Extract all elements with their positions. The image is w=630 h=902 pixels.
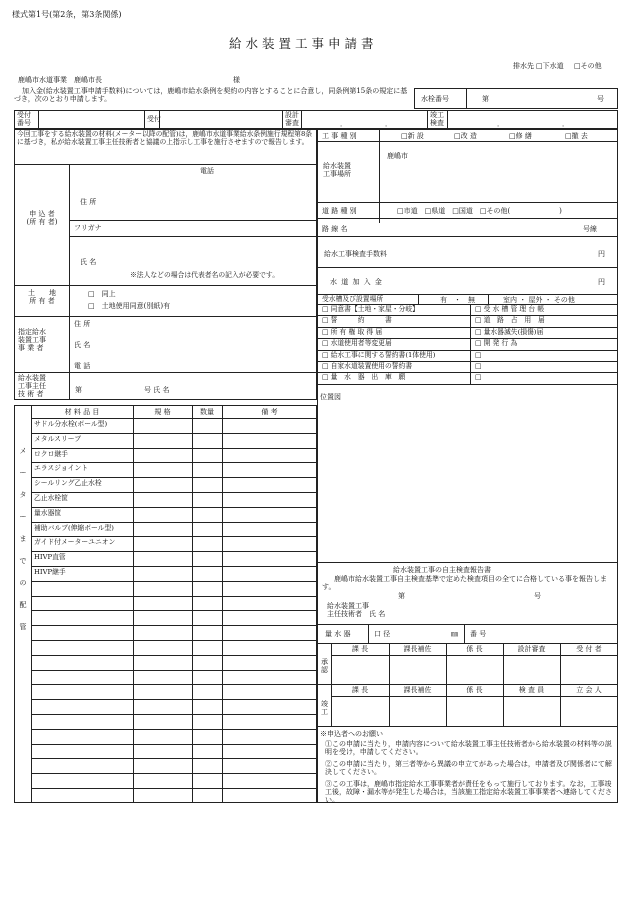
- materials-row-item[interactable]: 乙止水栓筐: [34, 494, 68, 502]
- doc-checkbox-left[interactable]: □ 同意書【土地・家屋・分岐】: [322, 305, 419, 313]
- contractor-address-label: 住 所: [74, 320, 91, 328]
- materials-row-item[interactable]: 補助バルブ(伸縮ボール型): [34, 523, 114, 532]
- location-map-area[interactable]: [318, 400, 617, 562]
- form-title: 給水装置工事申請書: [229, 36, 378, 51]
- materials-row-divider: [31, 610, 317, 611]
- meter-bore-label: 口 径: [374, 630, 391, 638]
- applicant-label: 申 込 者 (所 有 者): [26, 210, 58, 227]
- materials-row-divider: [31, 714, 317, 715]
- materials-row-item[interactable]: シールリング乙止水栓: [34, 479, 102, 488]
- doc-checkbox-right[interactable]: □: [475, 362, 482, 370]
- furigana-label: フリガナ: [74, 224, 102, 232]
- materials-header-spec: 規 格: [154, 408, 171, 416]
- note-1: ①この申請に当たり，申請内容について給水装置工事主任技術者から給水装置の材料等の説明を受け，申請してください。: [325, 740, 612, 757]
- completion-side-label: 竣 工: [321, 700, 328, 717]
- doc-checkbox-right[interactable]: □ 受 水 槽 管 理 台 帳: [475, 305, 545, 313]
- delegation-text: 今回工事をする給水装置の材料(メーター以降の配管)は，鹿嶋市水道事業給水条例施行規程第8条に基づき，私が給水装置工事主任技術者と協議の上指示し工事を施行させますので報告します。: [17, 130, 313, 146]
- materials-row-item[interactable]: メタルスリーブ: [34, 434, 82, 443]
- materials-row-divider: [31, 418, 317, 419]
- approval-header: 係 長: [466, 645, 483, 653]
- location-map-label: 位置図: [320, 393, 341, 401]
- doc-checkbox-right[interactable]: □ 量水器滅失(損傷)届: [475, 327, 544, 336]
- materials-row-divider: [31, 773, 317, 774]
- reception-row: [14, 110, 618, 129]
- fee-label: 給水工事検査手数料: [324, 250, 387, 258]
- design-review-label: 設計 審査: [285, 111, 299, 128]
- tap-number-label: 水栓番号: [421, 95, 449, 103]
- materials-row-divider: [31, 670, 317, 671]
- doc-checkbox-left[interactable]: □ 誓 約 書: [322, 316, 392, 325]
- materials-row-item[interactable]: 量水器筐: [34, 508, 62, 517]
- notes-title: ※申込者へのお願い: [320, 730, 383, 738]
- materials-row-divider: [31, 729, 317, 730]
- route-label: 路 線 名: [322, 225, 348, 233]
- materials-header-item: 材 料 品 目: [64, 408, 100, 416]
- materials-side-label: メ ー タ ー ま で の 配 管: [19, 447, 27, 631]
- site-label: 給水装置 工事場所: [323, 162, 351, 179]
- materials-row-divider: [31, 433, 317, 434]
- materials-row-item[interactable]: エラスジョイント: [34, 464, 89, 473]
- form-id: 様式第1号(第2条，第3条関係): [12, 10, 122, 19]
- materials-row-divider: [31, 699, 317, 700]
- doc-checkbox-right[interactable]: □: [475, 350, 482, 359]
- doc-checkbox-right[interactable]: □ 開 発 行 為: [475, 339, 518, 348]
- completion-header: 検 査 員: [518, 686, 545, 694]
- materials-header-note: 備 考: [261, 408, 278, 416]
- materials-row-divider: [31, 684, 317, 685]
- site-value[interactable]: 鹿嶋市: [387, 152, 408, 160]
- materials-row-divider: [31, 640, 317, 641]
- land-owner-label: 土 地 所 有 者: [28, 289, 56, 306]
- left-upper-block: [14, 129, 317, 400]
- materials-row-divider: [31, 744, 317, 745]
- materials-row-divider: [31, 581, 317, 582]
- work-type-remove-checkbox[interactable]: □撤 去: [565, 132, 588, 140]
- tap-number-prefix: 第: [482, 95, 489, 103]
- work-type-new-checkbox[interactable]: □新 設: [401, 132, 424, 140]
- completion-dot-2: ．: [562, 120, 569, 128]
- materials-row-item[interactable]: HIVP継手: [34, 568, 66, 576]
- fee-unit: 円: [598, 250, 605, 258]
- materials-row-item[interactable]: ガイド付メーターユニオン: [34, 538, 116, 547]
- approval-header: 課長補佐: [403, 645, 432, 653]
- contractor-label: 指定給水 装置工事 事 業 者: [18, 328, 46, 353]
- chief-no-prefix: 第: [75, 386, 82, 394]
- work-type-label: 工 事 種 別: [322, 132, 357, 140]
- materials-row-divider: [31, 462, 317, 463]
- contractor-phone-label: 電 話: [74, 362, 91, 370]
- note-2: ②この申請に当たり，第三者等から異議の申立てがあった場合は，申請者及び関係者にて解決してください。: [325, 760, 612, 777]
- honorific: 様: [233, 76, 240, 84]
- materials-header-qty: 数量: [200, 408, 214, 416]
- received-no-label: 受付 番号: [17, 111, 31, 128]
- materials-row-divider: [31, 625, 317, 626]
- drainage-sewer-checkbox[interactable]: □下水道: [536, 62, 564, 70]
- design-review-dot-1: ．: [340, 120, 347, 128]
- completion-dot-1: ．: [497, 120, 504, 128]
- road-type-label: 道 路 種 別: [322, 207, 357, 215]
- completion-header: 課 長: [351, 686, 369, 694]
- self-check-no-suffix: 号: [534, 592, 541, 600]
- materials-row-item[interactable]: ロクロ継手: [34, 449, 68, 458]
- materials-row-divider: [31, 758, 317, 759]
- doc-checkbox-left[interactable]: □ 給水工事に関する誓約書(1体使用): [322, 350, 436, 359]
- completion-header: 課長補佐: [403, 686, 432, 694]
- materials-row-divider: [31, 507, 317, 508]
- doc-checkbox-left[interactable]: □ 所 有 権 取 得 届: [322, 327, 383, 336]
- doc-checkbox-left[interactable]: □ 量 水 器 出 庫 願: [322, 373, 406, 382]
- tank-label: 受水槽及び設置場所: [322, 295, 384, 303]
- route-suffix: 号線: [583, 225, 597, 233]
- doc-checkbox-right[interactable]: □ 道 路 占 用 届: [475, 316, 545, 325]
- land-same-checkbox[interactable]: □ 同上: [88, 290, 116, 298]
- design-review-dot-2: ．: [385, 120, 392, 128]
- work-type-modify-checkbox[interactable]: □改 造: [454, 132, 477, 140]
- doc-checkbox-right[interactable]: □: [475, 373, 482, 382]
- materials-row-divider: [31, 788, 317, 789]
- self-check-title: 給水装置工事の自主検査報告書: [393, 566, 491, 574]
- materials-row-divider: [31, 551, 317, 552]
- doc-checkbox-left[interactable]: □ 水道使用者等変更届: [322, 339, 392, 348]
- land-consent-checkbox[interactable]: □ 土地使用同意(別紙)有: [88, 302, 171, 310]
- contractor-name-label: 氏 名: [74, 341, 91, 349]
- join-fee-unit: 円: [598, 278, 605, 286]
- applicant-phone-label: 電話: [200, 167, 214, 175]
- tank-place-options[interactable]: 室内 ・ 屋外 ・ その他: [503, 296, 575, 304]
- approval-header: 受 付 者: [576, 645, 602, 653]
- materials-row-item[interactable]: サドル分水栓(ボール型): [34, 420, 108, 428]
- tank-options[interactable]: 有 ・ 無: [440, 296, 475, 304]
- materials-row-divider: [31, 596, 317, 597]
- self-check-no-prefix: 第: [398, 592, 405, 600]
- corporate-note: ※法人などの場合は代表者名の記入が必要です。: [130, 271, 279, 279]
- meter-number-label: 番 号: [470, 630, 487, 638]
- work-type-repair-checkbox[interactable]: □修 繕: [509, 132, 532, 140]
- completion-header: 係 長: [466, 686, 483, 694]
- chief-no-suffix: 号 氏 名: [144, 386, 170, 394]
- materials-row-divider: [31, 492, 317, 493]
- materials-row-item[interactable]: HIVP直管: [34, 553, 66, 562]
- note-3: ③この工事は，鹿嶋市指定給水工事事業者が責任をもって施行しております。なお，工事竣工後，故障・漏水等が発生した場合は，当該施工指定給水装置工事事業者へ連絡してください。: [325, 780, 612, 805]
- materials-row-divider: [31, 448, 317, 449]
- approval-header: 設計審査: [517, 645, 546, 653]
- received-label: 受付: [147, 115, 161, 123]
- meter-mm-unit: ㎜: [451, 630, 458, 638]
- applicant-address-label: 住 所: [80, 198, 97, 206]
- doc-checkbox-left[interactable]: □ 自家水道装置使用の誓約書: [322, 362, 413, 370]
- materials-row-divider: [31, 522, 317, 523]
- materials-row-divider: [31, 566, 317, 567]
- applicant-name-label: 氏 名: [80, 258, 97, 266]
- completion-label: 竣工 検査: [430, 111, 444, 128]
- self-check-chief: 給水装置工事 主任技術者 氏 名: [327, 602, 386, 619]
- drainage-other-checkbox[interactable]: □その他: [574, 62, 602, 70]
- materials-row-divider: [31, 655, 317, 656]
- intro-text: 加入金(給水装置工事申請手数料)については，鹿嶋市給水条例を契約の内容とすることに合意し，同条例第15条の規定に基づき，次のとおり申請します。: [14, 87, 408, 104]
- join-fee-label: 水 道 加 入 金: [330, 278, 383, 286]
- approval-header: 課 長: [351, 645, 369, 653]
- addressee: 鹿嶋市水道事業 鹿嶋市長: [18, 76, 102, 84]
- completion-header: 立 会 人: [576, 686, 602, 694]
- meter-label: 量 水 器: [325, 630, 351, 638]
- drainage-label: 排水先: [513, 62, 534, 70]
- road-type-options[interactable]: □市道 □県道 □国道 □その他( ): [397, 207, 562, 215]
- approval-side-label: 承 認: [321, 658, 328, 675]
- tap-number-suffix: 号: [597, 95, 604, 103]
- chief-engineer-label: 給水装置 工事主任 技 術 者: [18, 374, 46, 399]
- self-check-text: 鹿嶋市給水装置工事自主検査基準で定めた検査項目の全てに合格している事を報告します。: [322, 575, 607, 592]
